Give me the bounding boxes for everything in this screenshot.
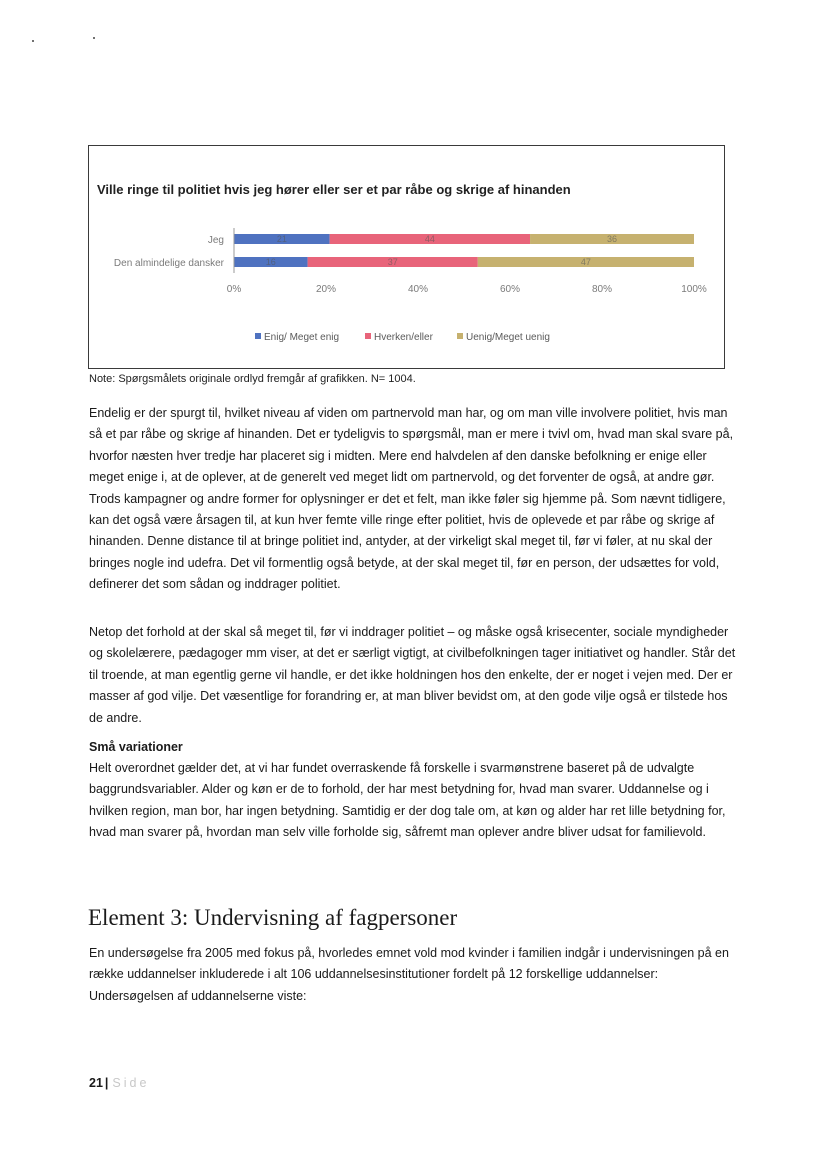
legend-swatch: [365, 333, 371, 339]
chart-note: Note: Spørgsmålets originale ordlyd fremgår af grafikken. N= 1004.: [89, 373, 416, 385]
page-number: 21: [89, 1076, 103, 1090]
data-label: 37: [387, 257, 398, 267]
chart-container: [88, 145, 725, 369]
legend-swatch: [457, 333, 463, 339]
legend-label: Enig/ Meget enig: [264, 332, 340, 343]
chart-title: Ville ringe til politiet hvis jeg hører eller ser et par råbe og skrige af hinanden: [97, 182, 571, 197]
x-tick-label: 0%: [226, 284, 242, 295]
category-label: Jeg: [207, 235, 224, 246]
paragraph-variations: Helt overordnet gælder det, at vi har fundet overraskende få forskelle i svarmønstrene baseret på de udvalgte baggrundsvariabler. Alder og køn er de to forhold, der har mest betydning for, hvad man svarer. Uddannelse og i hvilken region, man bor, har ingen betydning. Samtidig er der dog tale om, at køn og alder har ret lille betydning for, hvad man svarer på, hvordan man selv ville forholde sig, såfremt man oplever andre bliver udsat for familievold.: [89, 761, 726, 840]
paragraph-police-knowledge: Endelig er der spurgt til, hvilket niveau af viden om partnervold man har, og om man ville involvere politiet, hvis man så et par råbe og skrige af hinanden. Det er tydeligvis to spørgsmål, man er mere i tvivl om, hvad man skal svare på, hvorfor næsten hver tredje har placeret sig i midten. Mere end halvdelen af den danske befolkning er enige eller meget enige i, at de oplever, at de generelt ved meget lidt om partnervold, og det forventer de også, at andre gør. Trods kampagner og andre former for oplysninger er det et felt, man ikke føler sig hjemme på. Som nævnt tidligere, kan det også være årsagen til, at kun hver femte ville ringe efter politiet, hvis de oplevede et par råbe og skrige af hinanden. Denne distance til at bringe politiet ind, antyder, at der virkeligt skal meget til, før vi føler, at nu skal der bringes nogle ind udefra. Det vil formentlig også betyde, at der skal meget til, før en person, der udsættes for vold, definerer det som sådan og inddrager politiet.: [89, 406, 734, 592]
legend-label: Uenig/Meget uenig: [466, 332, 550, 343]
x-tick-label: 20%: [315, 284, 337, 295]
paragraph-civil-initiative: Netop det forhold at der skal så meget til, før vi inddrager politiet – og måske også krisecenter, sociale myndigheder og skolelærere, pædagoger mm viser, at det er særligt vigtigt, at civilbefolkningen tager initiativet og handler. Står det til troende, at man egentlig gerne vil handle, er det ikke holdningen hos den enkelte, der er noget i vejen med. Der er masser af god vilje. Det væsentlige for forandring er, at man bliver bevidst om, at den gode vilje også er tilstede hos de andre.: [89, 625, 736, 725]
scan-speck: [93, 37, 95, 39]
page-word: Side: [112, 1076, 150, 1090]
data-label: 47: [580, 257, 591, 267]
subheading-variations: Små variationer: [89, 740, 183, 754]
x-tick-label: 100%: [681, 284, 707, 295]
data-label: 36: [607, 234, 618, 244]
legend-swatch: [255, 333, 261, 339]
category-label: Den almindelige dansker: [113, 258, 224, 269]
page-separator: |: [104, 1076, 109, 1090]
section-heading: Element 3: Undervisning af fagpersoner: [88, 905, 458, 930]
page-footer: [89, 1076, 149, 1090]
data-label: 44: [424, 234, 435, 244]
x-tick-label: 60%: [499, 284, 521, 295]
data-label: 21: [276, 234, 287, 244]
x-tick-label: 40%: [407, 284, 429, 295]
data-label: 16: [265, 257, 276, 267]
x-tick-label: 80%: [591, 284, 613, 295]
scan-speck: [32, 40, 34, 42]
paragraph-teaching: En undersøgelse fra 2005 med fokus på, hvorledes emnet vold mod kvinder i familien indgår i undervisningen på en række uddannelser inkluderede i alt 106 uddannelsesinstitutioner fordelt på 12 forskellige uddannelser: Undersøgelsen af uddannelserne viste:: [89, 946, 729, 1003]
legend-label: Hverken/eller: [374, 332, 433, 343]
stacked-bar-chart: [89, 146, 725, 368]
